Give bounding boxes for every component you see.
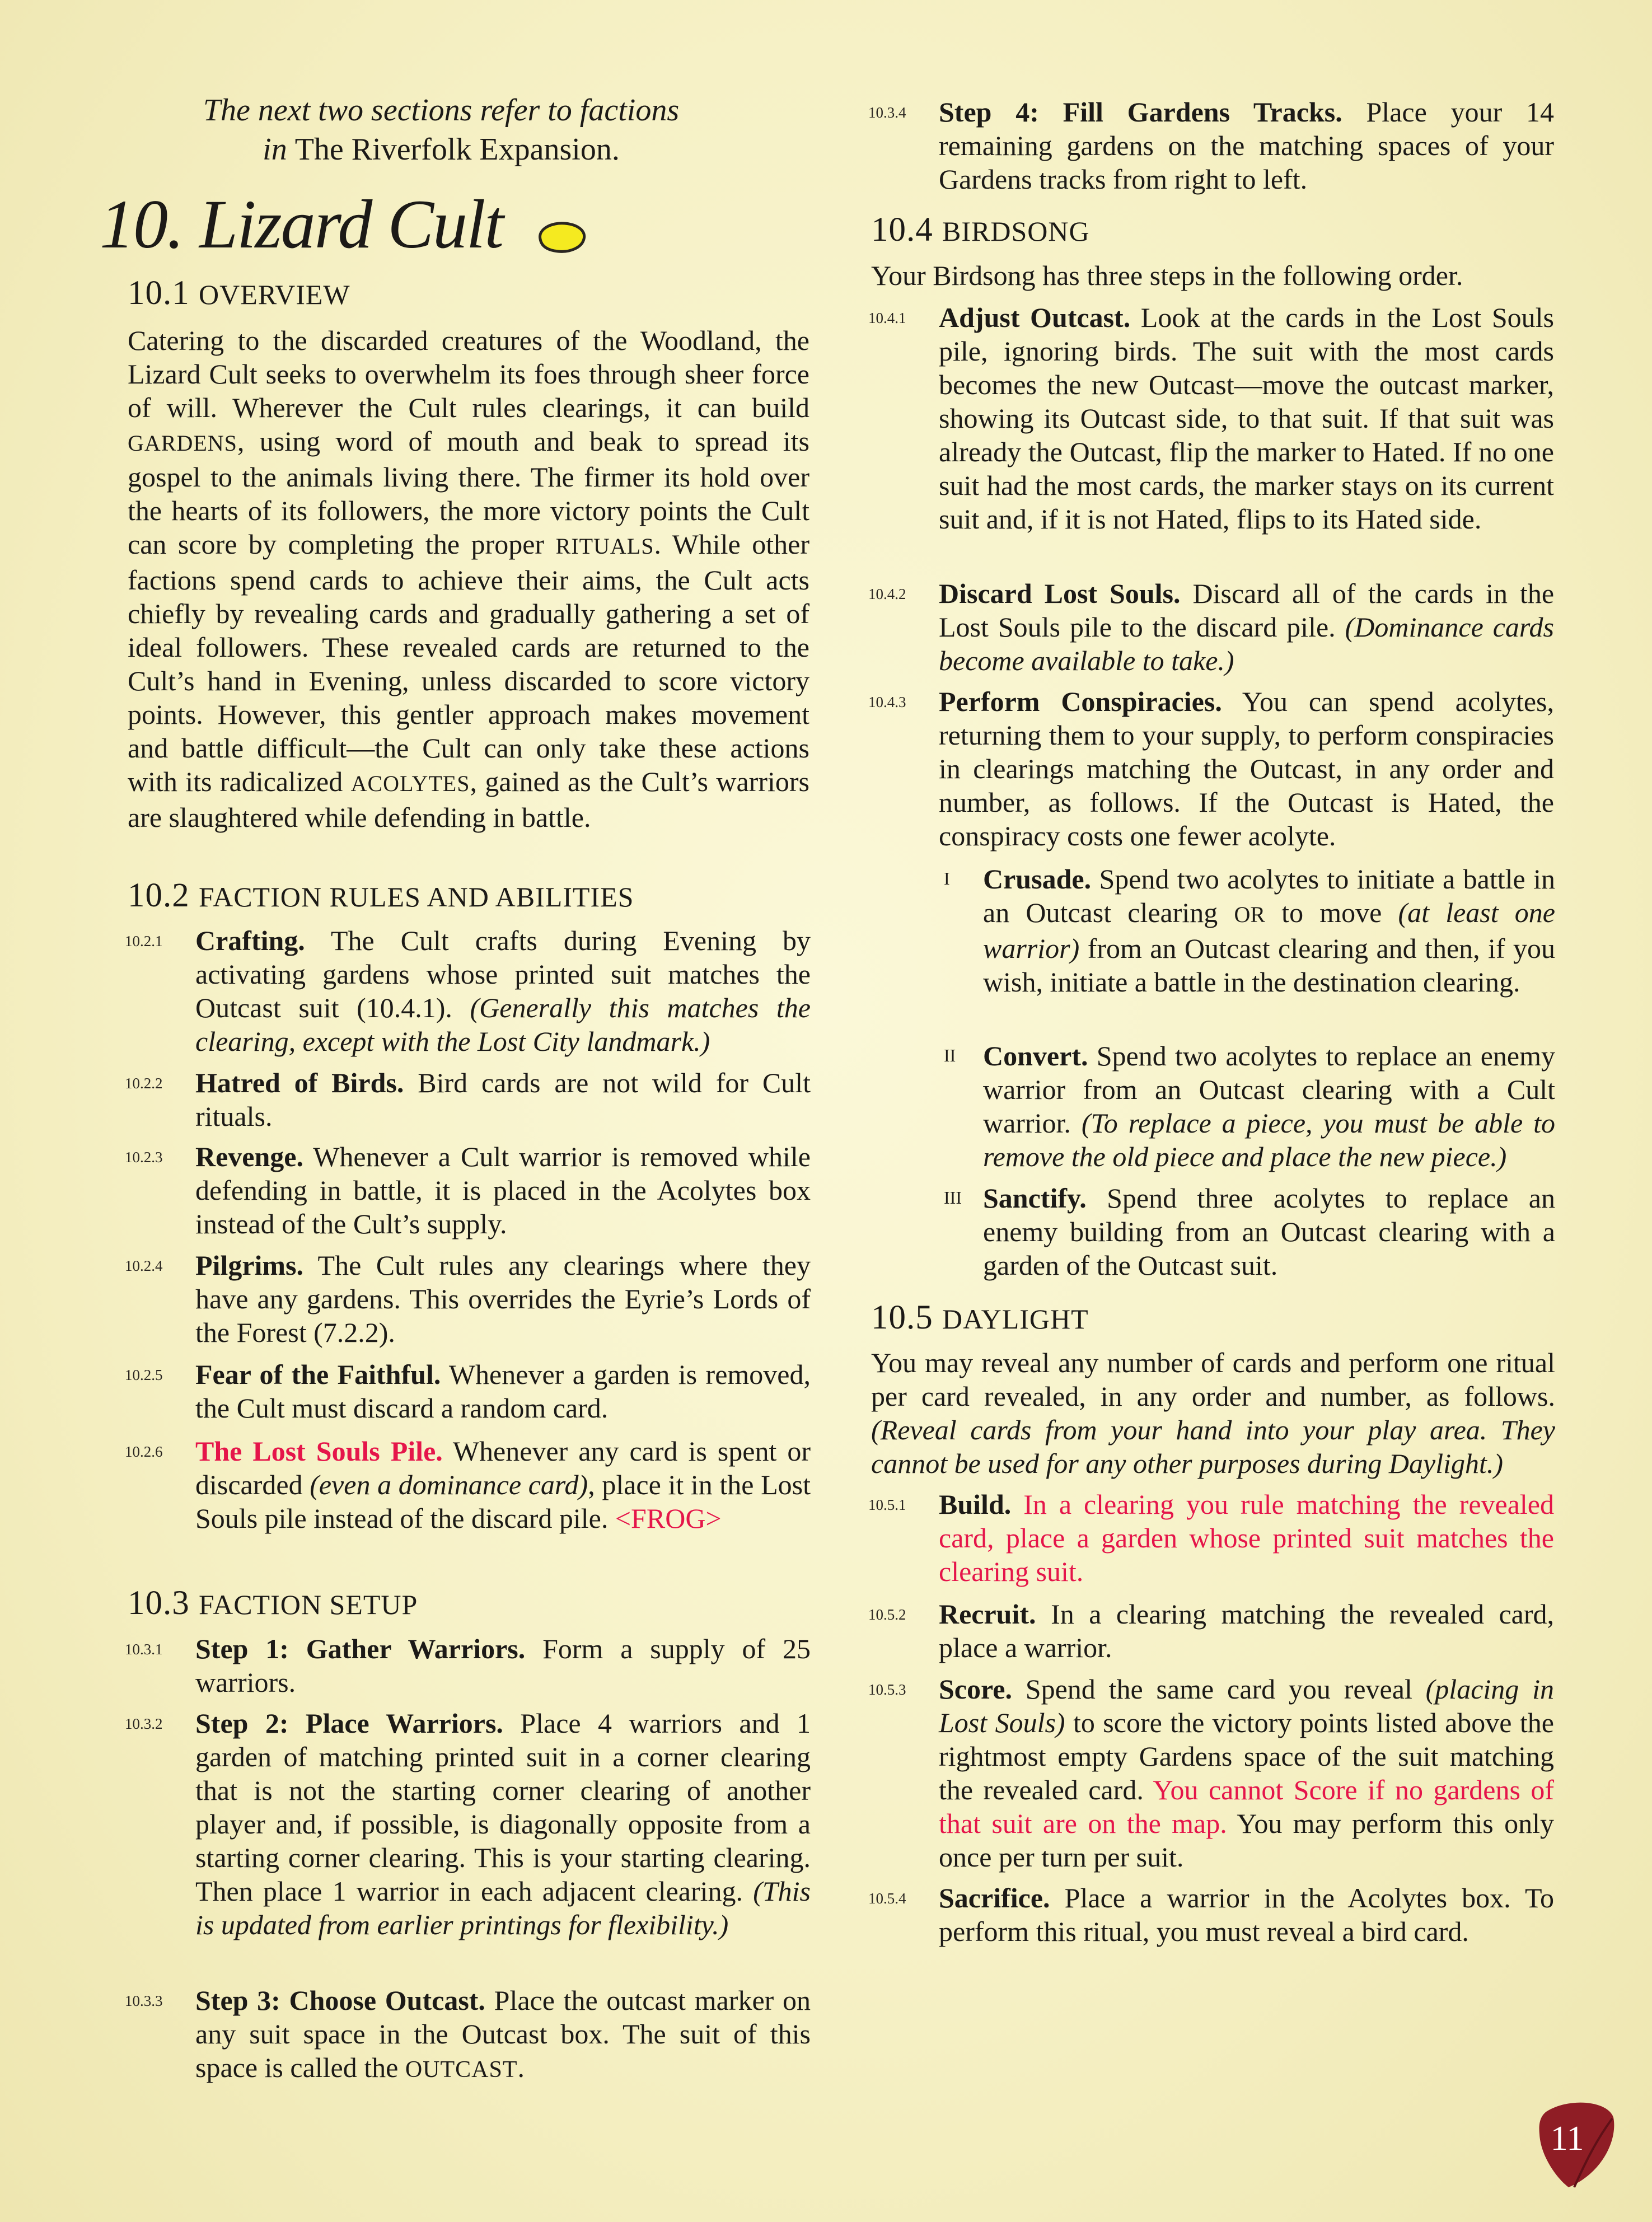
italic-note: (Dominance cards become available to take.) <box>939 611 1554 676</box>
red-text: In a clearing you rule matching the revealed card, place a garden whose printed suit matches the clearing suit. <box>939 1489 1554 1587</box>
text: from an Outcast clearing and then, if you wish, initiate a battle in the destination clearing. <box>983 933 1555 998</box>
rules-heading <box>128 876 634 917</box>
birdsong-intro: Your Birdsong has three steps in the following order. <box>871 260 1463 291</box>
rule-number: 10.2.5 <box>125 1367 163 1383</box>
rule-text <box>939 577 1554 677</box>
rule-text <box>195 924 811 1058</box>
rule-number: 10.2.2 <box>125 1075 163 1092</box>
rule-title: Perform Conspiracies. <box>939 686 1222 717</box>
rule-number: 10.2.1 <box>125 933 163 949</box>
text: Catering to the discarded creatures of the Woodland, the Lizard Cult seeks to overwhelm its foes through sheer force of will. Wherever the Cult rules clearings, it can build <box>128 325 809 423</box>
italic-note: (This is updated from earlier printings for flexibility.) <box>195 1875 811 1940</box>
rule-title: Crafting. <box>195 925 305 956</box>
heading-text: FACTION SETUP <box>199 1589 418 1620</box>
rule-title: Adjust Outcast. <box>939 302 1131 333</box>
rule-number: 10.5.1 <box>868 1496 906 1513</box>
intro-prefix: in <box>263 132 295 167</box>
text: In a clearing matching the revealed card, place a warrior. <box>939 1598 1554 1663</box>
rule-number: 10.3.3 <box>125 1992 163 2009</box>
heading-text: OVERVIEW <box>199 279 350 310</box>
rule-title: Discard Lost Souls. <box>939 578 1181 609</box>
rule-title: Score. <box>939 1673 1012 1705</box>
text: Discard all of the cards in the Lost Souls pile to the discard pile. <box>939 578 1555 643</box>
frog-tag: <FROG> <box>615 1503 722 1534</box>
text: The Cult rules any clearings where they have any gardens. This overrides the Eyrie’s Lords of the Forest (7.2.2). <box>195 1250 811 1348</box>
rule-title: The Lost Souls Pile. <box>195 1435 443 1467</box>
heading-number: 10.1 <box>128 274 199 312</box>
intro-line-2 <box>128 130 755 169</box>
rule-text <box>195 1248 811 1349</box>
keyword-rituals: RITUALS <box>555 534 654 559</box>
italic-note: (even a dominance card) <box>310 1469 588 1500</box>
heading-number: 10.2 <box>128 877 199 914</box>
expansion-title: The Riverfolk Expansion. <box>294 132 620 167</box>
rule-number: 10.3.1 <box>125 1641 163 1658</box>
keyword-gardens: GARDENS <box>128 431 237 456</box>
rule-text <box>195 1434 811 1535</box>
text: to move <box>1265 897 1398 928</box>
rule-number: 10.4.2 <box>868 586 906 602</box>
rule-number: 10.2.6 <box>125 1443 163 1460</box>
text: Spend two acolytes to replace an enemy warrior from an Outcast clearing with a Cult warrior. <box>983 1040 1555 1139</box>
overview-heading <box>128 273 350 315</box>
text: Look at the cards in the Lost Souls pile, ignoring birds. The suit with the most cards becomes the new Outcast—move the outcast marker, showing its Outcast side, to that suit. If that suit was already the Outcast, flip the marker to Hated. If no one suit had the most cards, the marker stays on its current suit and, if it is not Hated, flips to its Hated side. <box>939 302 1554 535</box>
italic-note: (placing in Lost Souls) <box>939 1673 1554 1738</box>
rule-text <box>195 1706 811 1942</box>
rule-number: 10.4.1 <box>868 310 906 326</box>
conspiracy-text <box>983 1181 1555 1282</box>
rule-title: Step 3: Choose Outcast. <box>195 1985 485 2016</box>
text: to score the victory points listed above the rightmost empty Gardens space of the suit matching the revealed card. <box>939 1707 1554 1805</box>
text: Place a warrior in the Acolytes box. To perform this ritual, you must reveal a bird card. <box>939 1882 1554 1947</box>
rule-number: 10.5.2 <box>868 1606 906 1623</box>
text: Place 4 warriors and 1 garden of matching printed suit in a corner clearing that is not the starting corner clearing of another player and, if possible, is diagonally opposite from a starting corner clearing. This is your starting clearing. Then place 1 warrior in each adjacent clearing. <box>195 1708 811 1907</box>
daylight-heading <box>871 1298 1089 1339</box>
italic-note: (Reveal cards from your hand into your play area. They cannot be used for any other purposes during Daylight.) <box>871 1414 1555 1479</box>
rule-text <box>939 1672 1554 1874</box>
rule-text <box>939 1487 1554 1588</box>
rule-text <box>939 1597 1554 1664</box>
rule-number: 10.3.4 <box>868 104 906 121</box>
rule-title: Sacrifice. <box>939 1882 1050 1914</box>
conspiracy-title: Convert. <box>983 1040 1088 1072</box>
rule-text <box>939 301 1554 536</box>
conspiracy-number: II <box>944 1045 956 1065</box>
text: Place the outcast marker on any suit space in the Outcast box. The suit of this space is called the <box>195 1985 811 2083</box>
rule-title: Fear of the Faithful. <box>195 1359 441 1390</box>
daylight-intro <box>871 1346 1555 1480</box>
rule-title: Recruit. <box>939 1598 1036 1630</box>
overview-paragraph <box>128 324 809 834</box>
rule-text <box>195 1984 811 2087</box>
keyword-acolytes: ACOLYTES <box>350 771 470 796</box>
rule-text <box>939 1881 1554 1948</box>
text: . While other factions spend cards to achieve their aims, the Cult acts chiefly by revealing cards and gradually gathering a set of ideal followers. These revealed cards are returned to the Cult’s hand in Evening, unless discarded to score victory points. However, this gentler approach makes movement and battle difficult—the Cult can only take these actions with its radicalized <box>128 528 810 797</box>
rule-title: Step 1: Gather Warriors. <box>195 1633 526 1664</box>
conspiracy-title: Sanctify. <box>983 1182 1087 1214</box>
heading-number: 10.3 <box>128 1584 199 1622</box>
heading-text: FACTION RULES AND ABILITIES <box>199 881 634 913</box>
page-number: 11 <box>1550 2120 1584 2158</box>
heading-number: 10.4 <box>871 211 942 249</box>
text: Spend three acolytes to replace an enemy building from an Outcast clearing with a garden of the Outcast suit. <box>983 1182 1555 1281</box>
text: Place your 14 remaining gardens on the matching spaces of your Gardens tracks from right to left. <box>939 96 1555 195</box>
conspiracy-number: III <box>944 1187 962 1208</box>
heading-text: DAYLIGHT <box>942 1303 1089 1335</box>
rule-number: 10.5.3 <box>868 1681 906 1698</box>
section-title-text: 10. Lizard Cult <box>100 186 503 263</box>
rule-text <box>195 1140 811 1241</box>
conspiracy-title: Crusade. <box>983 863 1092 895</box>
conspiracy-text <box>983 862 1555 999</box>
rule-number: 10.2.3 <box>125 1149 163 1166</box>
rule-title: Hatred of Birds. <box>195 1067 404 1098</box>
text: , place it in the Lost Souls pile instead of the discard pile. <box>195 1469 811 1534</box>
rule-text <box>195 1358 811 1425</box>
rule-text <box>939 95 1554 196</box>
rule-number: 10.2.4 <box>125 1257 163 1274</box>
red-text: You cannot Score if no gardens of that suit are on the map. <box>939 1774 1554 1839</box>
rule-title: Step 2: Place Warriors. <box>195 1708 503 1739</box>
conspiracy-text <box>983 1039 1555 1173</box>
text: , using word of mouth and beak to spread its gospel to the animals living there. The firmer its hold over the hearts of its followers, the more victory points the Cult can score by completing the proper <box>128 425 809 560</box>
conspiracy-number: I <box>944 868 950 888</box>
text: Whenever a Cult warrior is removed while defending in battle, it is placed in the Acolytes box instead of the Cult’s supply. <box>195 1141 811 1239</box>
text: The Cult crafts during Evening by activating gardens whose printed suit matches the Outcast suit (10.4.1). <box>195 925 811 1023</box>
lizard-egg-icon <box>536 195 587 268</box>
rule-text <box>195 1066 811 1133</box>
italic-note: (Generally this matches the clearing, except with the Lost City landmark.) <box>195 992 811 1057</box>
text: Whenever any card is spent or discarded <box>195 1435 811 1500</box>
text: You can spend acolytes, returning them to your supply, to perform conspiracies in clearings matching the Outcast, in any order and number, as follows. If the Outcast is Hated, the conspiracy costs one fewer acolyte. <box>939 686 1555 852</box>
text: You may perform this only once per turn per suit. <box>939 1808 1555 1873</box>
rule-title: Revenge. <box>195 1141 303 1172</box>
rule-text <box>195 1632 811 1699</box>
text: Spend the same card you reveal <box>1012 1673 1426 1705</box>
keyword-outcast: OUTCAST <box>405 2057 518 2083</box>
setup-heading <box>128 1583 418 1625</box>
text: Spend two acolytes to initiate a battle in an Outcast clearing <box>983 863 1555 928</box>
keyword-or: OR <box>1234 902 1266 927</box>
text: You may reveal any number of cards and perform one ritual per card revealed, in any order and number, as follows. <box>871 1347 1555 1412</box>
intro-line-1: The next two sections refer to factions <box>203 93 680 128</box>
text: Bird cards are not wild for Cult rituals. <box>195 1067 811 1132</box>
heading-number: 10.5 <box>871 1299 942 1336</box>
rule-title: Step 4: Fill Gardens Tracks. <box>939 96 1342 128</box>
rule-number: 10.3.2 <box>125 1715 163 1732</box>
text: . <box>517 2052 525 2083</box>
heading-text: BIRDSONG <box>942 216 1090 247</box>
section-title <box>100 188 715 268</box>
italic-note: (To replace a piece, you must be able to remove the old piece and place the new piece.) <box>983 1107 1555 1172</box>
rule-number: 10.5.4 <box>868 1890 906 1907</box>
rule-title: Build. <box>939 1489 1012 1520</box>
text: Form a supply of 25 warriors. <box>195 1633 811 1698</box>
birdsong-heading <box>871 210 1090 251</box>
text: , gained as the Cult’s warriors are slaughtered while defending in battle. <box>128 766 809 833</box>
text: Whenever a garden is removed, the Cult must discard a random card. <box>195 1359 811 1424</box>
intro-note <box>128 91 755 169</box>
rule-number: 10.4.3 <box>868 694 906 710</box>
rule-title: Pilgrims. <box>195 1250 304 1281</box>
rule-text <box>939 685 1554 853</box>
italic-note: (at least one warrior) <box>983 897 1555 964</box>
